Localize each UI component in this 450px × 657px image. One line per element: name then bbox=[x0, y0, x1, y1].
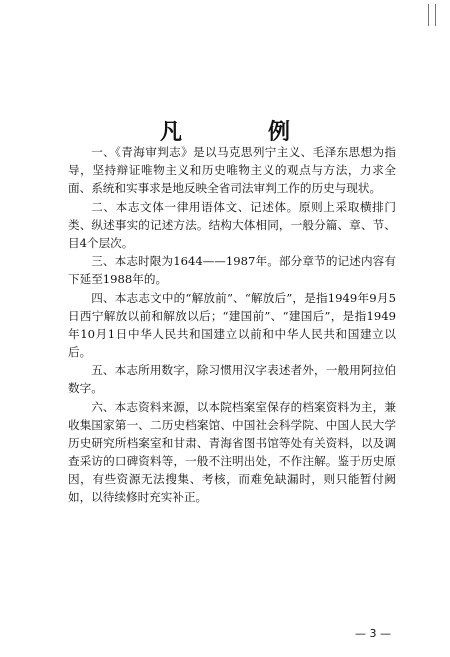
paragraph-5: 五、本志所用数字，除习惯用汉字表述者外，一般用阿拉伯数字。 bbox=[68, 363, 396, 396]
body-text bbox=[68, 143, 396, 506]
paragraph-3: 三、本志时限为1644——1987年。部分章节的记述内容有下延至1988年的。 bbox=[68, 254, 396, 287]
page-number: — 3 — bbox=[355, 627, 391, 640]
paragraph-6: 六、本志资料来源，以本院档案室保存的档案资料为主，兼收集国家第一、二历史档案馆、中国社会科学院、中国人民大学历史研究所档案室和甘肃、青海省图书馆等处有关资料，以及调查采访的口碑资料等，一般不注明出处，不作注解。鉴于历史原因，有些资源无法搜集、考核，而难免缺漏时，则只能暂付阙如，以待续修时充实补正。 bbox=[68, 399, 396, 504]
paragraph-1: 一、《青海审判志》是以马克思列宁主义、毛泽东思想为指导，坚持辩证唯物主义和历史唯物主义的观点与方法，力求全面、系统和实事求是地反映全省司法审判工作的历史与现状。 bbox=[68, 145, 396, 195]
paragraph-2: 二、本志文体一律用语体文、记述体。原则上采取横排门类、纵述事实的记述方法。结构大体相同，一般分篇、章、节、目4个层次。 bbox=[68, 199, 396, 250]
paragraph-4: 四、本志志文中的“解放前”、“解放后”，是指1949年9月5日西宁解放以前和解放以后；“建国前”、“建国后”，是指1949年10月1日中华人民共和国建立以前和中华人民共和国建立以后。 bbox=[68, 290, 396, 359]
corner-mark bbox=[428, 4, 436, 26]
page-title: 凡 例 bbox=[159, 119, 322, 145]
